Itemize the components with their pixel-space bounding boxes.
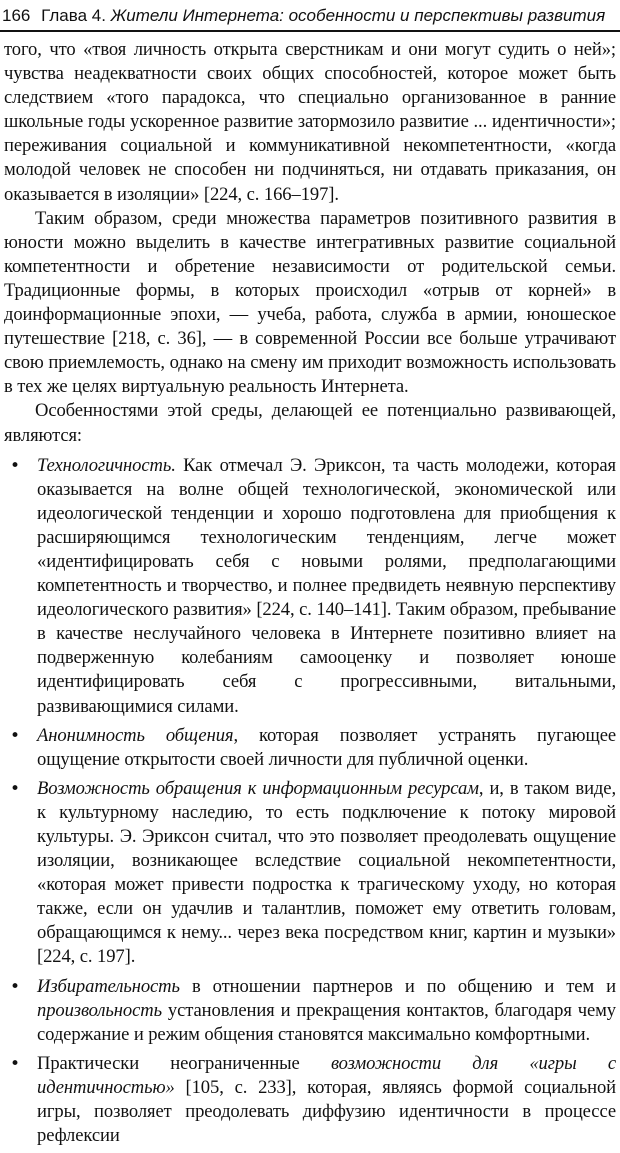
item-term: Технологичность. [37, 454, 176, 476]
paragraph-lead-in: Особенностями этой среды, делающей ее потенциально развивающей, являются: [4, 400, 616, 446]
item-text: , которая позволяет устранять пугающее ощущение открытости своей личности для публичной оценки. [37, 724, 616, 770]
item-text: [105, с. 233], которая, являясь формой социальной игры, позволяет преодолевать диффузию идентичности в процессе рефлексии [37, 1076, 616, 1147]
item-text: , и, в таком виде, к культурному наследию, то есть подключение к потоку мировой культуры. Э. Эриксон считал, что это позволяет преодолевать ощущение изоляции, возникающее вследствие социальной некомпетентности, «которая может привести подростка к трагическому уходу, но которая также, если он удачлив и талантлив, поможет ему ответить головам, обращающимся к нему... через века посредством книг, картин и музыки» [224, с. 197]. [37, 777, 616, 968]
item-term: Возможность обращения к информационным ресурсам [37, 777, 479, 799]
paragraph-continuation: того, что «твоя личность открыта сверстникам и они могут судить о ней»; чувства неадекватности своих общих способностей, которое может быть следствием «того парадокса, что специально организованное в ранние школьные годы ускоренное развитие затормозило развитие ... идентичности»; переживания социальной и коммуникативной некомпетентности, «когда молодой человек не способен ни подчиняться, ни отдавать приказания, он оказывается в изоляции» [224, с. 166–197]. [4, 39, 616, 205]
item-term: Избирательность [37, 975, 180, 997]
feature-list [4, 454, 616, 1149]
chapter-label: Глава 4. [41, 6, 106, 25]
item-text: в отношении партнеров и по общению и тем и [179, 975, 616, 997]
list-item [4, 975, 616, 1047]
item-text-2: установления и прекращения контактов, благодаря чему содержание и режим общения становятся максимально комфортными. [37, 999, 616, 1045]
header-rule [0, 30, 620, 32]
list-item [4, 724, 616, 772]
list-item [4, 1052, 616, 1148]
page-body [4, 38, 616, 1153]
page-number: 166 [2, 6, 31, 25]
item-term: возможности для «игры с идентичностью» [37, 1052, 616, 1098]
item-term: Анонимность общения [37, 724, 234, 746]
running-header [2, 3, 618, 29]
chapter-title: Жители Интернета: особенности и перспективы развития [110, 6, 606, 25]
paragraph: Таким образом, среди множества параметров позитивного развития в юности можно выделить в качестве интегративных развитие социальной компетентности и обретение независимости от родительской семьи. Традиционные формы, в которых происходил «отрыв от корней» в доинформационные эпохи, — учеба, работа, служба в армии, юношеское путешествие [218, с. 36], — в современной России все больше утрачивают свою приемлемость, однако на смену им приходит возможность использовать в тех же целях виртуальную реальность Интернета. [4, 207, 616, 398]
item-term-2: произвольность [37, 999, 162, 1021]
item-text: Как отмечал Э. Эриксон, та часть молодежи, которая оказывается на волне общей технологической, экономической или идеологической тенденции и хорошо подготовлена для приобщения к расширяющимся технологическим тенденциям, легче может «идентифицировать себя с новыми ролями, предполагающими компетентность и творчество, и полнее предвидеть неявную перспективу идеологического развития» [224, с. 140–141]. Таким образом, пребывание в качестве неслучайного человека в Интернете позитивно влияет на подверженную колебаниям самооценку и позволяет юноше идентифицировать себя с прогрессивными, витальными, развивающимися силами. [37, 454, 616, 717]
list-item [4, 454, 616, 719]
item-lead: Практически неограниченные [37, 1052, 331, 1074]
list-item [4, 777, 616, 970]
